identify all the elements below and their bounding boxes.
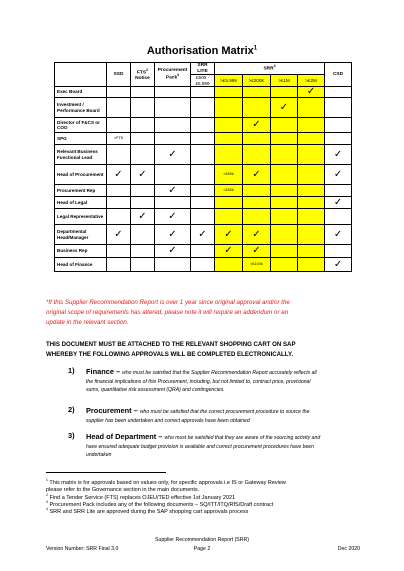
footnote-text-line2: please refer to the Governance section in the main documents. [46,486,200,493]
cell-srr-2 [243,98,271,118]
addendum-note [46,298,360,328]
cell-srr-3 [271,197,298,209]
cell-fts [131,145,155,165]
cell-srr-lite [191,209,215,225]
cell-srr-lite [191,258,215,272]
cell-csd [325,197,352,209]
footnote-number: 3 [46,500,48,504]
cell-srr-4 [298,209,325,225]
footnote-1 [46,477,366,493]
cell-fts [131,209,155,225]
cell-srr-2 [243,197,271,209]
footnote-text: Procurement Pack includes any of the following documents – SQ/ITT/ITQ/RfS/Draft contract [49,501,274,508]
cell-srr-1 [215,209,243,225]
srr-lite-range-line1: £500 - [195,75,210,80]
cell-srr-lite [191,225,215,245]
cell-csd [325,98,352,118]
cell-procurement-pack [155,165,191,185]
attach-line-2: WHEREBY THE FOLLOWING APPROVALS WILL BE COMPLETED ELECTRONICALLY. [46,350,294,358]
cell-srr-3 [271,87,298,98]
approval-head: Procurement – [86,406,140,415]
row-role-label: Head of Procurement [55,165,107,185]
cell-srr-2 [243,185,271,197]
footnote-divider [46,472,166,473]
srr-lite-range-line2: £5,999 [195,80,210,86]
cell-srr-1 [215,185,243,197]
row-role-label: Procurement Rep [55,185,107,197]
approval-desc-line3: undertaken [86,452,112,458]
header-fts [131,63,155,87]
approval-number: 1) [68,366,75,375]
cell-ssd [107,209,131,225]
cell-srr-2 [243,258,271,272]
cell-procurement-pack [155,197,191,209]
approval-head-of-department [68,431,362,460]
cell-text: >£100k [250,262,263,267]
cell-srr-4 [298,185,325,197]
attach-line-1: THIS DOCUMENT MUST BE ATTACHED TO THE RELEVANT SHOPPING CART ON SAP [46,341,296,348]
footer-date: Dec 2020 [337,546,360,552]
table-row [55,87,352,98]
cell-srr-1 [215,133,243,145]
cell-procurement-pack [155,118,191,133]
cell-text: <£50k [223,188,234,193]
cell-procurement-pack [155,145,191,165]
checkmark-icon: ✓ [306,86,316,97]
footnote-number: 4 [46,507,48,511]
row-role-label: Exec Board [55,87,107,98]
header-csd: CSD [325,63,352,87]
cell-srr-1 [215,87,243,98]
cell-ssd [107,225,131,245]
cell-csd [325,185,352,197]
cell-csd [325,209,352,225]
cell-fts [131,87,155,98]
cell-srr-3 [271,118,298,133]
checkmark-icon: ✓ [252,119,261,130]
table-row [55,118,352,133]
checkmark-icon: ✓ [333,258,343,270]
checkmark-icon: ✓ [333,196,343,208]
cell-srr-1 [215,197,243,209]
header-fts-text: FTS [136,70,147,76]
checkmark-icon: ✓ [168,148,177,160]
checkmark-icon: ✓ [224,245,233,256]
cell-csd [325,165,352,185]
checkmark-icon: ✓ [114,228,123,240]
footnote-number: 1 [46,478,48,482]
header-fts-sup: 2 [146,67,148,72]
approval-number: 2) [68,405,75,414]
footnote-text: Find a Tender Service (FTS) replaces OJEU/TED effective 1st January 2021 [49,494,236,501]
approval-procurement [68,405,362,425]
header-srr-lite [191,63,215,75]
cell-srr-lite [191,87,215,98]
subheader-srr-2: >£200K [243,75,271,87]
cell-srr-4 [298,165,325,185]
cell-text: >FTS [113,136,124,141]
checkmark-icon: ✓ [333,228,343,240]
cell-procurement-pack [155,258,191,272]
cell-srr-2 [243,245,271,258]
approval-desc-line2: the financial implications of this Procurement, including, but not limited to, contract price, provisional [86,378,311,385]
cell-srr-lite [191,245,215,258]
cell-fts [131,118,155,133]
cell-srr-3 [271,98,298,118]
cell-srr-lite [191,118,215,133]
cell-procurement-pack [155,98,191,118]
cell-srr-4 [298,118,325,133]
table-row [55,185,352,197]
cell-srr-1 [215,245,243,258]
cell-srr-lite [191,165,215,185]
matrix-body [55,87,352,272]
footer-document-title: Supplier Recommendation Report (SRR) [155,537,249,543]
checkmark-icon: ✓ [333,168,343,180]
note-line-2: original scope of requirements has altered, please note it will require an addendum or an [46,309,289,316]
cell-srr-1 [215,225,243,245]
checkmark-icon: ✓ [138,168,147,180]
table-row [55,225,352,245]
header-row [55,63,352,75]
checkmark-icon: ✓ [252,245,261,256]
cell-srr-3 [271,209,298,225]
approval-head: Head of Department – [86,432,165,441]
cell-srr-4 [298,197,325,209]
row-role-label: Investment / Performance Board [55,98,107,118]
cell-procurement-pack [155,133,191,145]
row-role-label: Head of Legal [55,197,107,209]
title-text: Authorisation Matrix [146,45,254,57]
checkmark-icon: ✓ [279,101,289,113]
checkmark-icon: ✓ [252,228,261,240]
cell-fts [131,258,155,272]
cell-csd [325,133,352,145]
header-procurement-text: Procurement [157,67,188,73]
header-srr-lite-text: SRR [197,63,208,68]
footer-page-number: Page 2 [193,546,211,552]
footnote-number: 2 [46,493,48,497]
table-row [55,209,352,225]
checkmark-icon: ✓ [333,148,343,160]
cell-srr-4 [298,98,325,118]
row-role-label: Legal Representative [55,209,107,225]
cell-srr-3 [271,258,298,272]
header-procurement-sup: 3 [177,73,180,78]
cell-srr-4 [298,133,325,145]
cell-csd [325,118,352,133]
cell-ssd [107,258,131,272]
cell-ssd [107,87,131,98]
cell-ssd [107,133,131,145]
cell-srr-2 [243,133,271,145]
cell-srr-3 [271,245,298,258]
cell-srr-2 [243,145,271,165]
cell-fts [131,225,155,245]
footer-version: Version Number: SRR Final 3.0 [46,546,119,552]
cell-srr-2 [243,87,271,98]
cell-srr-lite [191,98,215,118]
title-footnote-ref: 1 [253,45,258,52]
cell-ssd [107,185,131,197]
table-row [55,258,352,272]
footnote-text: SRR and SRR Lite are approved during the SAP shopping cart approvals process [49,508,249,515]
cell-csd [325,245,352,258]
table-row [55,245,352,258]
cell-srr-2 [243,118,271,133]
header-ssd: SSD [107,63,131,87]
cell-srr-4 [298,245,325,258]
approval-number: 3) [68,431,75,440]
cell-text: >£50k [223,172,234,177]
approval-desc-line3: sums, quantitative risk assessment (QRA) and contingencies. [86,387,225,393]
cell-fts [131,165,155,185]
table-row [55,165,352,185]
cell-fts [131,185,155,197]
checkmark-icon: ✓ [168,210,177,222]
cell-procurement-pack [155,87,191,98]
checkmark-icon: ✓ [252,168,261,180]
attachment-instruction [46,340,360,359]
cell-procurement-pack [155,245,191,258]
cell-procurement-pack [155,209,191,225]
cell-csd [325,225,352,245]
subheader-srr-3: >£1M [271,75,298,87]
table-row [55,197,352,209]
cell-srr-4 [298,145,325,165]
cell-srr-2 [243,225,271,245]
cell-srr-3 [271,145,298,165]
header-srr-sup: 4 [273,64,276,69]
cell-srr-1 [215,145,243,165]
cell-srr-4 [298,225,325,245]
cell-srr-3 [271,165,298,185]
header-role [55,63,107,87]
header-srr [215,63,325,75]
row-role-label: Business Rep [55,245,107,258]
cell-csd [325,145,352,165]
cell-csd [325,258,352,272]
cell-srr-lite [191,185,215,197]
checkmark-icon: ✓ [198,228,207,240]
cell-fts [131,133,155,145]
cell-fts [131,245,155,258]
subheader-srr-lite-range [191,75,215,87]
cell-ssd [107,145,131,165]
cell-srr-1 [215,258,243,272]
approval-desc-line1: who must be satisfied that the Supplier Recommendation Report accurately reflects all [122,370,317,376]
checkmark-icon: ✓ [168,184,177,196]
checkmark-icon: ✓ [168,245,177,256]
cell-ssd [107,245,131,258]
checkmark-icon: ✓ [138,210,147,222]
cell-srr-1 [215,98,243,118]
table-row [55,98,352,118]
subheader-srr-4: >£2M [298,75,325,87]
subheader-srr-1: >£5,999 [215,75,243,87]
cell-procurement-pack [155,185,191,197]
authorisation-matrix-table [54,62,352,272]
row-role-label: Relevant Business Functional Lead [55,145,107,165]
footnote-4 [46,506,366,516]
header-procurement-pack [155,63,191,87]
cell-srr-4 [298,258,325,272]
cell-fts [131,98,155,118]
cell-ssd [107,118,131,133]
approval-finance [68,366,362,395]
header-srr-lite-line2: LITE [197,68,208,74]
cell-fts [131,197,155,209]
row-role-label: Director of F&CS or COO [55,118,107,133]
cell-srr-lite [191,145,215,165]
approval-desc-line1: who must be satisfied that they are aware of the sourcing activity and [164,435,321,441]
approval-desc-line2: have ensured adequate budget provision is available and correct procurement procedures have been [86,443,314,450]
table-row [55,133,352,145]
cell-srr-2 [243,209,271,225]
cell-ssd [107,197,131,209]
approval-head: Finance – [86,367,123,376]
approval-desc-line1: who must be satisfied that the correct procurement procedure to source the [139,409,310,415]
approval-desc-line2: supplier has been undertaken and correct approvals have been obtained [86,417,250,424]
cell-srr-1 [215,165,243,185]
row-role-label: Departmental Head/Manager [55,225,107,245]
cell-srr-lite [191,197,215,209]
page-title [0,45,404,57]
cell-ssd [107,165,131,185]
cell-srr-3 [271,225,298,245]
cell-srr-2 [243,165,271,185]
footnote-text: This matrix is for approvals based on values only, for specific approvals i.e IS or Gateway Review [49,479,286,486]
header-fts-line2: Notice [135,75,150,81]
header-procurement-line2: Pack [165,75,178,81]
cell-srr-4 [298,87,325,98]
cell-csd [325,87,352,98]
row-role-label: Head of Finance [55,258,107,272]
cell-srr-3 [271,133,298,145]
row-role-label: SPG [55,133,107,145]
cell-ssd [107,98,131,118]
cell-srr-lite [191,133,215,145]
checkmark-icon: ✓ [114,168,123,180]
table-row [55,145,352,165]
header-srr-text: SRR [263,67,274,73]
checkmark-icon: ✓ [168,228,177,240]
cell-srr-1 [215,118,243,133]
cell-procurement-pack [155,225,191,245]
note-line-1: *If this Supplier Recommendation Report is over 1 year since original approval and/or the [46,299,290,306]
note-line-3: update in the relevant section. [46,319,129,326]
cell-srr-3 [271,185,298,197]
checkmark-icon: ✓ [224,228,233,240]
